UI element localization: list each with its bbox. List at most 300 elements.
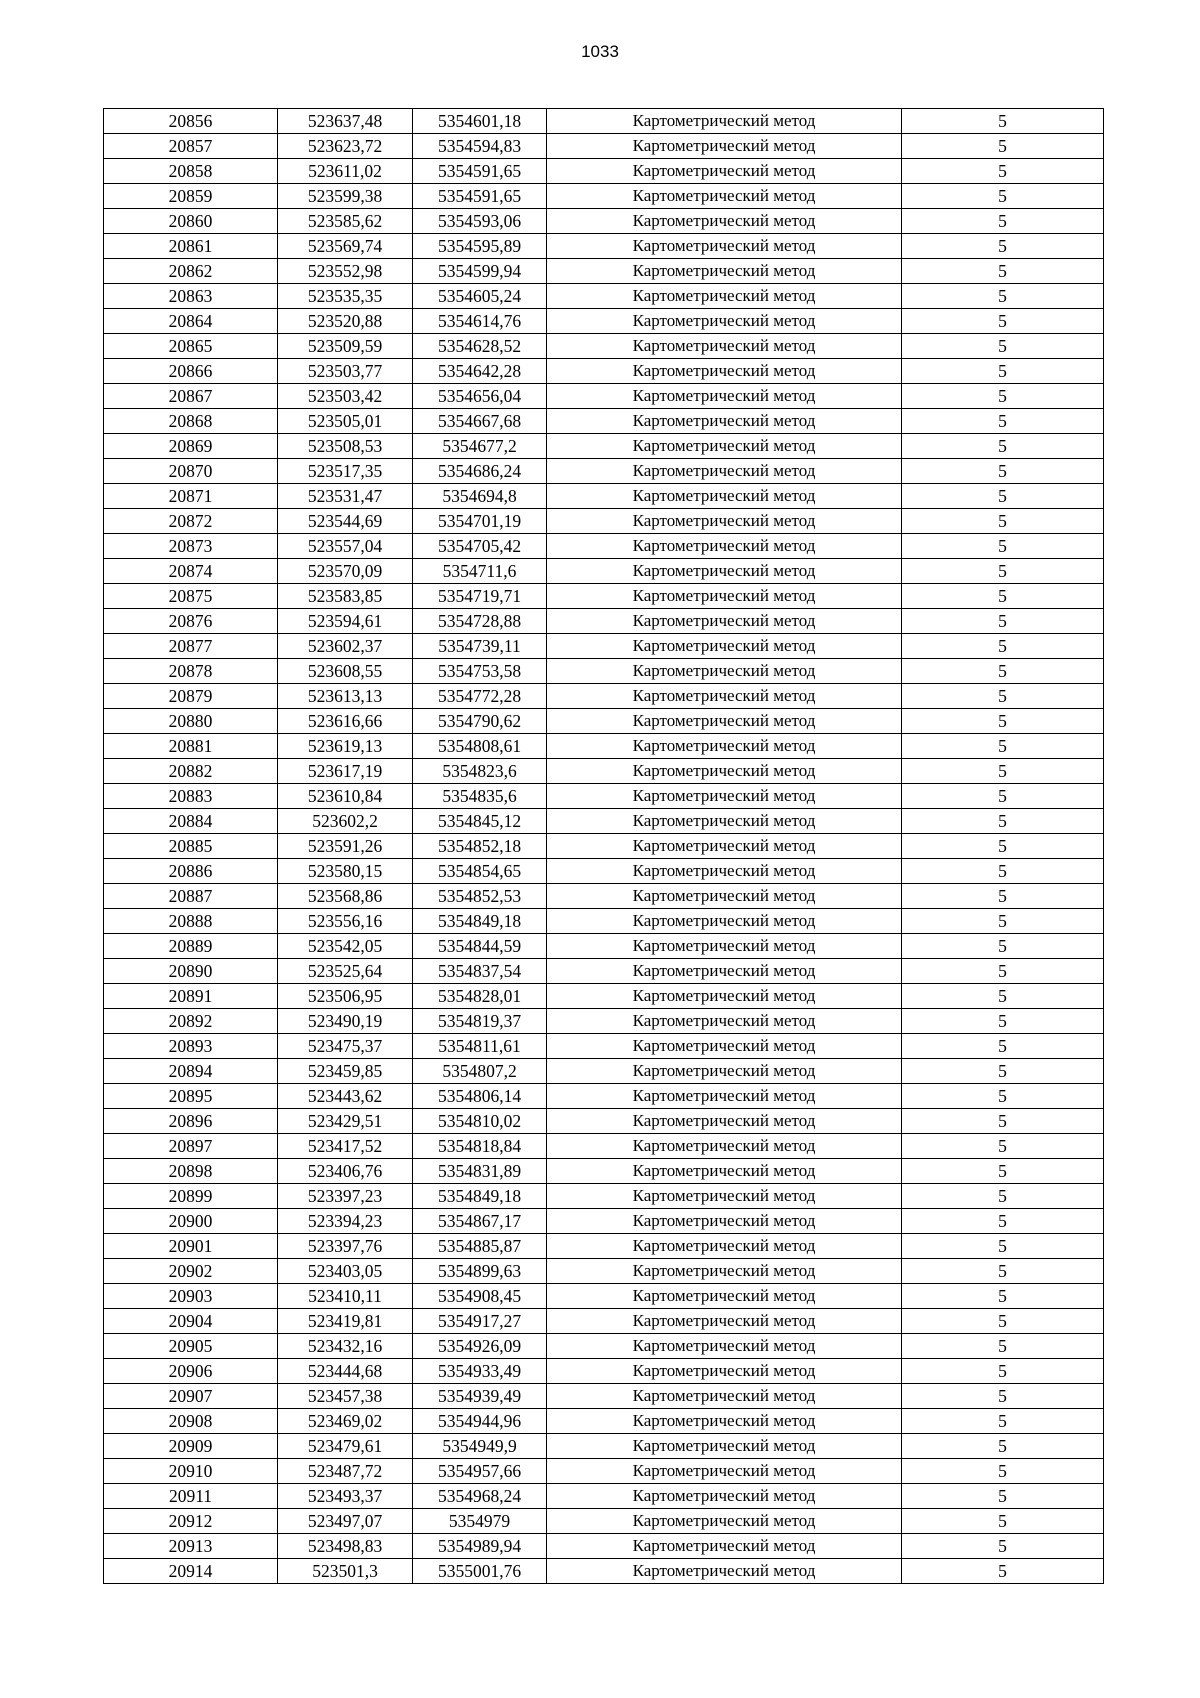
page-number: 1033 xyxy=(581,42,619,61)
method-cell: Картометрический метод xyxy=(547,1509,902,1534)
y-coordinate-cell: 5354719,71 xyxy=(413,584,547,609)
x-coordinate-cell: 523583,85 xyxy=(278,584,413,609)
x-coordinate-cell: 523410,11 xyxy=(278,1284,413,1309)
accuracy-cell: 5 xyxy=(902,1359,1104,1384)
y-coordinate-cell: 5354957,66 xyxy=(413,1459,547,1484)
y-coordinate-cell: 5354989,94 xyxy=(413,1534,547,1559)
y-coordinate-cell: 5354694,8 xyxy=(413,484,547,509)
method-cell: Картометрический метод xyxy=(547,1284,902,1309)
y-coordinate-cell: 5354753,58 xyxy=(413,659,547,684)
accuracy-cell: 5 xyxy=(902,784,1104,809)
method-cell: Картометрический метод xyxy=(547,959,902,984)
accuracy-cell: 5 xyxy=(902,584,1104,609)
method-cell: Картометрический метод xyxy=(547,1109,902,1134)
y-coordinate-cell: 5354899,63 xyxy=(413,1259,547,1284)
y-coordinate-cell: 5354926,09 xyxy=(413,1334,547,1359)
table-row xyxy=(104,709,1104,734)
x-coordinate-cell: 523611,02 xyxy=(278,159,413,184)
point-number-cell: 20889 xyxy=(104,934,278,959)
x-coordinate-cell: 523505,01 xyxy=(278,409,413,434)
y-coordinate-cell: 5354933,49 xyxy=(413,1359,547,1384)
x-coordinate-cell: 523419,81 xyxy=(278,1309,413,1334)
point-number-cell: 20869 xyxy=(104,434,278,459)
accuracy-cell: 5 xyxy=(902,459,1104,484)
method-cell: Картометрический метод xyxy=(547,634,902,659)
y-coordinate-cell: 5354705,42 xyxy=(413,534,547,559)
table-row xyxy=(104,984,1104,1009)
table-row xyxy=(104,1384,1104,1409)
accuracy-cell: 5 xyxy=(902,384,1104,409)
point-number-cell: 20885 xyxy=(104,834,278,859)
table-row xyxy=(104,1084,1104,1109)
table-row xyxy=(104,459,1104,484)
method-cell: Картометрический метод xyxy=(547,284,902,309)
x-coordinate-cell: 523457,38 xyxy=(278,1384,413,1409)
y-coordinate-cell: 5354728,88 xyxy=(413,609,547,634)
x-coordinate-cell: 523444,68 xyxy=(278,1359,413,1384)
point-number-cell: 20866 xyxy=(104,359,278,384)
y-coordinate-cell: 5354711,6 xyxy=(413,559,547,584)
method-cell: Картометрический метод xyxy=(547,434,902,459)
table-row xyxy=(104,934,1104,959)
point-number-cell: 20903 xyxy=(104,1284,278,1309)
coordinates-table xyxy=(103,108,1104,1584)
x-coordinate-cell: 523616,66 xyxy=(278,709,413,734)
table-row xyxy=(104,1484,1104,1509)
table-row xyxy=(104,734,1104,759)
accuracy-cell: 5 xyxy=(902,259,1104,284)
accuracy-cell: 5 xyxy=(902,1234,1104,1259)
x-coordinate-cell: 523417,52 xyxy=(278,1134,413,1159)
x-coordinate-cell: 523479,61 xyxy=(278,1434,413,1459)
method-cell: Картометрический метод xyxy=(547,609,902,634)
method-cell: Картометрический метод xyxy=(547,659,902,684)
accuracy-cell: 5 xyxy=(902,1534,1104,1559)
table-row xyxy=(104,1184,1104,1209)
method-cell: Картометрический метод xyxy=(547,809,902,834)
accuracy-cell: 5 xyxy=(902,909,1104,934)
table-row xyxy=(104,634,1104,659)
table-row xyxy=(104,809,1104,834)
point-number-cell: 20909 xyxy=(104,1434,278,1459)
y-coordinate-cell: 5354867,17 xyxy=(413,1209,547,1234)
method-cell: Картометрический метод xyxy=(547,409,902,434)
table-row xyxy=(104,309,1104,334)
table-row xyxy=(104,1559,1104,1584)
x-coordinate-cell: 523403,05 xyxy=(278,1259,413,1284)
method-cell: Картометрический метод xyxy=(547,209,902,234)
table-row xyxy=(104,1459,1104,1484)
table-row xyxy=(104,109,1104,134)
point-number-cell: 20900 xyxy=(104,1209,278,1234)
table-row xyxy=(104,1234,1104,1259)
table-row xyxy=(104,434,1104,459)
y-coordinate-cell: 5355001,76 xyxy=(413,1559,547,1584)
accuracy-cell: 5 xyxy=(902,184,1104,209)
method-cell: Картометрический метод xyxy=(547,584,902,609)
x-coordinate-cell: 523602,2 xyxy=(278,809,413,834)
table-row xyxy=(104,1159,1104,1184)
accuracy-cell: 5 xyxy=(902,509,1104,534)
x-coordinate-cell: 523623,72 xyxy=(278,134,413,159)
y-coordinate-cell: 5354835,6 xyxy=(413,784,547,809)
x-coordinate-cell: 523610,84 xyxy=(278,784,413,809)
point-number-cell: 20858 xyxy=(104,159,278,184)
table-row xyxy=(104,859,1104,884)
table-row xyxy=(104,759,1104,784)
y-coordinate-cell: 5354849,18 xyxy=(413,1184,547,1209)
method-cell: Картометрический метод xyxy=(547,334,902,359)
y-coordinate-cell: 5354908,45 xyxy=(413,1284,547,1309)
accuracy-cell: 5 xyxy=(902,609,1104,634)
accuracy-cell: 5 xyxy=(902,1109,1104,1134)
table-row xyxy=(104,1109,1104,1134)
y-coordinate-cell: 5354852,18 xyxy=(413,834,547,859)
point-number-cell: 20891 xyxy=(104,984,278,1009)
method-cell: Картометрический метод xyxy=(547,1484,902,1509)
table-row xyxy=(104,559,1104,584)
x-coordinate-cell: 523517,35 xyxy=(278,459,413,484)
x-coordinate-cell: 523506,95 xyxy=(278,984,413,1009)
x-coordinate-cell: 523591,26 xyxy=(278,834,413,859)
accuracy-cell: 5 xyxy=(902,659,1104,684)
y-coordinate-cell: 5354677,2 xyxy=(413,434,547,459)
method-cell: Картометрический метод xyxy=(547,1409,902,1434)
x-coordinate-cell: 523490,19 xyxy=(278,1009,413,1034)
point-number-cell: 20859 xyxy=(104,184,278,209)
y-coordinate-cell: 5354595,89 xyxy=(413,234,547,259)
x-coordinate-cell: 523585,62 xyxy=(278,209,413,234)
y-coordinate-cell: 5354849,18 xyxy=(413,909,547,934)
accuracy-cell: 5 xyxy=(902,759,1104,784)
point-number-cell: 20907 xyxy=(104,1384,278,1409)
point-number-cell: 20905 xyxy=(104,1334,278,1359)
method-cell: Картометрический метод xyxy=(547,384,902,409)
point-number-cell: 20901 xyxy=(104,1234,278,1259)
table-row xyxy=(104,1209,1104,1234)
y-coordinate-cell: 5354599,94 xyxy=(413,259,547,284)
accuracy-cell: 5 xyxy=(902,834,1104,859)
x-coordinate-cell: 523525,64 xyxy=(278,959,413,984)
point-number-cell: 20912 xyxy=(104,1509,278,1534)
accuracy-cell: 5 xyxy=(902,1409,1104,1434)
method-cell: Картометрический метод xyxy=(547,1434,902,1459)
point-number-cell: 20877 xyxy=(104,634,278,659)
method-cell: Картометрический метод xyxy=(547,534,902,559)
point-number-cell: 20890 xyxy=(104,959,278,984)
y-coordinate-cell: 5354807,2 xyxy=(413,1059,547,1084)
method-cell: Картометрический метод xyxy=(547,709,902,734)
method-cell: Картометрический метод xyxy=(547,159,902,184)
accuracy-cell: 5 xyxy=(902,1059,1104,1084)
accuracy-cell: 5 xyxy=(902,1209,1104,1234)
method-cell: Картометрический метод xyxy=(547,1384,902,1409)
x-coordinate-cell: 523429,51 xyxy=(278,1109,413,1134)
table-row xyxy=(104,209,1104,234)
x-coordinate-cell: 523619,13 xyxy=(278,734,413,759)
y-coordinate-cell: 5354808,61 xyxy=(413,734,547,759)
x-coordinate-cell: 523552,98 xyxy=(278,259,413,284)
accuracy-cell: 5 xyxy=(902,1309,1104,1334)
point-number-cell: 20910 xyxy=(104,1459,278,1484)
accuracy-cell: 5 xyxy=(902,134,1104,159)
point-number-cell: 20914 xyxy=(104,1559,278,1584)
method-cell: Картометрический метод xyxy=(547,1359,902,1384)
table-row xyxy=(104,1359,1104,1384)
method-cell: Картометрический метод xyxy=(547,234,902,259)
y-coordinate-cell: 5354968,24 xyxy=(413,1484,547,1509)
accuracy-cell: 5 xyxy=(902,1509,1104,1534)
point-number-cell: 20898 xyxy=(104,1159,278,1184)
accuracy-cell: 5 xyxy=(902,1184,1104,1209)
y-coordinate-cell: 5354818,84 xyxy=(413,1134,547,1159)
table-row xyxy=(104,1409,1104,1434)
accuracy-cell: 5 xyxy=(902,234,1104,259)
table-row xyxy=(104,1259,1104,1284)
point-number-cell: 20908 xyxy=(104,1409,278,1434)
table-row xyxy=(104,484,1104,509)
accuracy-cell: 5 xyxy=(902,1134,1104,1159)
point-number-cell: 20882 xyxy=(104,759,278,784)
point-number-cell: 20911 xyxy=(104,1484,278,1509)
point-number-cell: 20899 xyxy=(104,1184,278,1209)
y-coordinate-cell: 5354656,04 xyxy=(413,384,547,409)
table-row xyxy=(104,409,1104,434)
table-row xyxy=(104,1034,1104,1059)
accuracy-cell: 5 xyxy=(902,859,1104,884)
table-row xyxy=(104,1434,1104,1459)
accuracy-cell: 5 xyxy=(902,1034,1104,1059)
point-number-cell: 20884 xyxy=(104,809,278,834)
table-row xyxy=(104,1534,1104,1559)
accuracy-cell: 5 xyxy=(902,209,1104,234)
table-row xyxy=(104,534,1104,559)
method-cell: Картометрический метод xyxy=(547,1209,902,1234)
table-row xyxy=(104,659,1104,684)
accuracy-cell: 5 xyxy=(902,984,1104,1009)
accuracy-cell: 5 xyxy=(902,884,1104,909)
x-coordinate-cell: 523520,88 xyxy=(278,309,413,334)
point-number-cell: 20902 xyxy=(104,1259,278,1284)
method-cell: Картометрический метод xyxy=(547,884,902,909)
method-cell: Картометрический метод xyxy=(547,909,902,934)
point-number-cell: 20872 xyxy=(104,509,278,534)
method-cell: Картометрический метод xyxy=(547,484,902,509)
y-coordinate-cell: 5354593,06 xyxy=(413,209,547,234)
method-cell: Картометрический метод xyxy=(547,1134,902,1159)
y-coordinate-cell: 5354823,6 xyxy=(413,759,547,784)
accuracy-cell: 5 xyxy=(902,1259,1104,1284)
accuracy-cell: 5 xyxy=(902,634,1104,659)
y-coordinate-cell: 5354979 xyxy=(413,1509,547,1534)
point-number-cell: 20867 xyxy=(104,384,278,409)
y-coordinate-cell: 5354819,37 xyxy=(413,1009,547,1034)
table-row xyxy=(104,784,1104,809)
table-row xyxy=(104,384,1104,409)
method-cell: Картометрический метод xyxy=(547,684,902,709)
point-number-cell: 20860 xyxy=(104,209,278,234)
table-row xyxy=(104,1284,1104,1309)
method-cell: Картометрический метод xyxy=(547,1184,902,1209)
point-number-cell: 20886 xyxy=(104,859,278,884)
x-coordinate-cell: 523531,47 xyxy=(278,484,413,509)
accuracy-cell: 5 xyxy=(902,309,1104,334)
x-coordinate-cell: 523599,38 xyxy=(278,184,413,209)
y-coordinate-cell: 5354828,01 xyxy=(413,984,547,1009)
table-row xyxy=(104,584,1104,609)
point-number-cell: 20881 xyxy=(104,734,278,759)
table-row xyxy=(104,684,1104,709)
method-cell: Картометрический метод xyxy=(547,1084,902,1109)
x-coordinate-cell: 523568,86 xyxy=(278,884,413,909)
accuracy-cell: 5 xyxy=(902,934,1104,959)
table-row xyxy=(104,159,1104,184)
x-coordinate-cell: 523535,35 xyxy=(278,284,413,309)
accuracy-cell: 5 xyxy=(902,109,1104,134)
y-coordinate-cell: 5354949,9 xyxy=(413,1434,547,1459)
y-coordinate-cell: 5354772,28 xyxy=(413,684,547,709)
table-row xyxy=(104,284,1104,309)
x-coordinate-cell: 523503,77 xyxy=(278,359,413,384)
accuracy-cell: 5 xyxy=(902,434,1104,459)
point-number-cell: 20875 xyxy=(104,584,278,609)
x-coordinate-cell: 523501,3 xyxy=(278,1559,413,1584)
y-coordinate-cell: 5354642,28 xyxy=(413,359,547,384)
point-number-cell: 20895 xyxy=(104,1084,278,1109)
point-number-cell: 20879 xyxy=(104,684,278,709)
x-coordinate-cell: 523497,07 xyxy=(278,1509,413,1534)
x-coordinate-cell: 523397,76 xyxy=(278,1234,413,1259)
method-cell: Картометрический метод xyxy=(547,1009,902,1034)
point-number-cell: 20873 xyxy=(104,534,278,559)
x-coordinate-cell: 523487,72 xyxy=(278,1459,413,1484)
y-coordinate-cell: 5354810,02 xyxy=(413,1109,547,1134)
point-number-cell: 20883 xyxy=(104,784,278,809)
y-coordinate-cell: 5354831,89 xyxy=(413,1159,547,1184)
y-coordinate-cell: 5354686,24 xyxy=(413,459,547,484)
point-number-cell: 20868 xyxy=(104,409,278,434)
y-coordinate-cell: 5354667,68 xyxy=(413,409,547,434)
x-coordinate-cell: 523608,55 xyxy=(278,659,413,684)
y-coordinate-cell: 5354701,19 xyxy=(413,509,547,534)
coordinates-table-body xyxy=(104,109,1104,1584)
y-coordinate-cell: 5354811,61 xyxy=(413,1034,547,1059)
point-number-cell: 20880 xyxy=(104,709,278,734)
point-number-cell: 20864 xyxy=(104,309,278,334)
point-number-cell: 20878 xyxy=(104,659,278,684)
x-coordinate-cell: 523602,37 xyxy=(278,634,413,659)
point-number-cell: 20870 xyxy=(104,459,278,484)
x-coordinate-cell: 523594,61 xyxy=(278,609,413,634)
method-cell: Картометрический метод xyxy=(547,1059,902,1084)
method-cell: Картометрический метод xyxy=(547,1034,902,1059)
table-row xyxy=(104,184,1104,209)
method-cell: Картометрический метод xyxy=(547,1334,902,1359)
point-number-cell: 20861 xyxy=(104,234,278,259)
method-cell: Картометрический метод xyxy=(547,184,902,209)
accuracy-cell: 5 xyxy=(902,1434,1104,1459)
x-coordinate-cell: 523613,13 xyxy=(278,684,413,709)
accuracy-cell: 5 xyxy=(902,959,1104,984)
point-number-cell: 20863 xyxy=(104,284,278,309)
table-row xyxy=(104,609,1104,634)
method-cell: Картометрический метод xyxy=(547,459,902,484)
x-coordinate-cell: 523637,48 xyxy=(278,109,413,134)
x-coordinate-cell: 523406,76 xyxy=(278,1159,413,1184)
point-number-cell: 20876 xyxy=(104,609,278,634)
x-coordinate-cell: 523580,15 xyxy=(278,859,413,884)
method-cell: Картометрический метод xyxy=(547,734,902,759)
table-row xyxy=(104,359,1104,384)
method-cell: Картометрический метод xyxy=(547,1459,902,1484)
y-coordinate-cell: 5354601,18 xyxy=(413,109,547,134)
accuracy-cell: 5 xyxy=(902,534,1104,559)
x-coordinate-cell: 523556,16 xyxy=(278,909,413,934)
accuracy-cell: 5 xyxy=(902,484,1104,509)
accuracy-cell: 5 xyxy=(902,1084,1104,1109)
table-row xyxy=(104,1509,1104,1534)
y-coordinate-cell: 5354854,65 xyxy=(413,859,547,884)
accuracy-cell: 5 xyxy=(902,1284,1104,1309)
x-coordinate-cell: 523432,16 xyxy=(278,1334,413,1359)
accuracy-cell: 5 xyxy=(902,359,1104,384)
table-row xyxy=(104,959,1104,984)
x-coordinate-cell: 523475,37 xyxy=(278,1034,413,1059)
point-number-cell: 20857 xyxy=(104,134,278,159)
method-cell: Картометрический метод xyxy=(547,834,902,859)
method-cell: Картометрический метод xyxy=(547,509,902,534)
table-row xyxy=(104,834,1104,859)
x-coordinate-cell: 523469,02 xyxy=(278,1409,413,1434)
y-coordinate-cell: 5354806,14 xyxy=(413,1084,547,1109)
y-coordinate-cell: 5354628,52 xyxy=(413,334,547,359)
method-cell: Картометрический метод xyxy=(547,134,902,159)
y-coordinate-cell: 5354939,49 xyxy=(413,1384,547,1409)
point-number-cell: 20871 xyxy=(104,484,278,509)
accuracy-cell: 5 xyxy=(902,1484,1104,1509)
accuracy-cell: 5 xyxy=(902,1559,1104,1584)
method-cell: Картометрический метод xyxy=(547,784,902,809)
accuracy-cell: 5 xyxy=(902,1159,1104,1184)
x-coordinate-cell: 523569,74 xyxy=(278,234,413,259)
table-row xyxy=(104,259,1104,284)
accuracy-cell: 5 xyxy=(902,684,1104,709)
accuracy-cell: 5 xyxy=(902,809,1104,834)
accuracy-cell: 5 xyxy=(902,159,1104,184)
point-number-cell: 20897 xyxy=(104,1134,278,1159)
table-row xyxy=(104,1059,1104,1084)
x-coordinate-cell: 523509,59 xyxy=(278,334,413,359)
table-row xyxy=(104,134,1104,159)
table-row xyxy=(104,1334,1104,1359)
accuracy-cell: 5 xyxy=(902,1384,1104,1409)
table-row xyxy=(104,1309,1104,1334)
method-cell: Картометрический метод xyxy=(547,359,902,384)
x-coordinate-cell: 523503,42 xyxy=(278,384,413,409)
table-row xyxy=(104,909,1104,934)
table-row xyxy=(104,509,1104,534)
x-coordinate-cell: 523498,83 xyxy=(278,1534,413,1559)
accuracy-cell: 5 xyxy=(902,409,1104,434)
method-cell: Картометрический метод xyxy=(547,1259,902,1284)
x-coordinate-cell: 523397,23 xyxy=(278,1184,413,1209)
method-cell: Картометрический метод xyxy=(547,1559,902,1584)
y-coordinate-cell: 5354591,65 xyxy=(413,184,547,209)
method-cell: Картометрический метод xyxy=(547,1309,902,1334)
y-coordinate-cell: 5354605,24 xyxy=(413,284,547,309)
table-row xyxy=(104,1009,1104,1034)
point-number-cell: 20892 xyxy=(104,1009,278,1034)
